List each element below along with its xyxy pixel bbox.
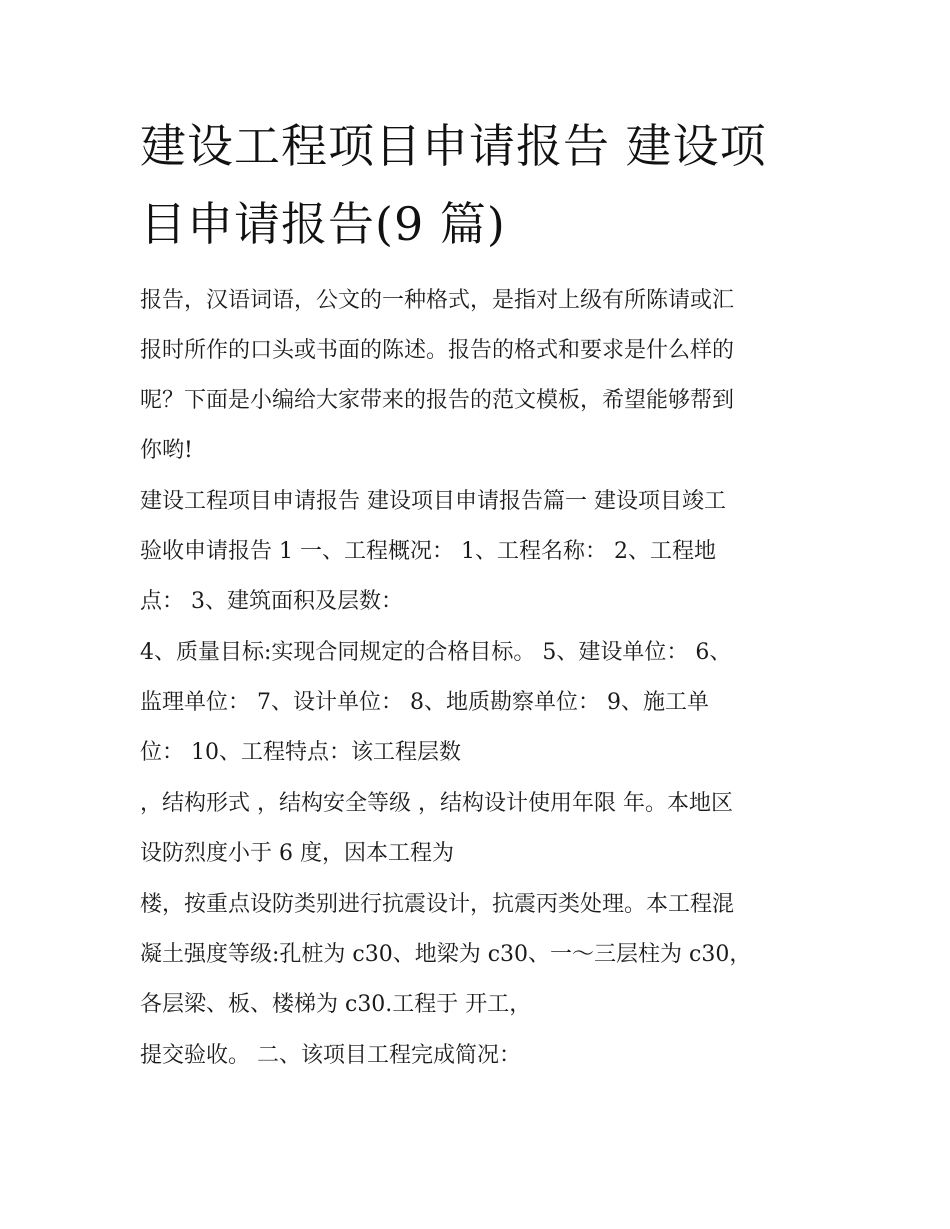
paragraph-line: 凝土强度等级:孔桩为 c30、地梁为 c30、一～三层柱为 c30，	[140, 942, 752, 967]
paragraph-line: 设防烈度小于 6 度，因本工程为	[140, 841, 454, 866]
paragraph-line: 呢？下面是小编给大家带来的报告的范文模板，希望能够帮到	[140, 388, 735, 413]
document-title-line-1: 建设工程项目申请报告 建设项	[140, 119, 767, 173]
paragraph-line: 你哟!	[140, 438, 193, 463]
document-title-line-2: 目申请报告(9 篇)	[140, 197, 506, 251]
paragraph-line: 点： 3、建筑面积及层数：	[140, 589, 403, 614]
paragraph-line: 建设工程项目申请报告 建设项目申请报告篇一 建设项目竣工	[140, 489, 726, 514]
paragraph-line: 报告，汉语词语，公文的一种格式，是指对上级有所陈请或汇	[140, 288, 735, 313]
paragraph-line: 报时所作的口头或书面的陈述。报告的格式和要求是什么样的	[140, 338, 735, 363]
paragraph-line: 验收申请报告 1 一、工程概况： 1、工程名称： 2、工程地	[140, 539, 716, 564]
paragraph-line: 楼，按重点设防类别进行抗震设计，抗震丙类处理。本工程混	[140, 892, 735, 917]
paragraph-line: 监理单位： 7、设计单位： 8、地质勘察单位： 9、施工单	[140, 690, 709, 715]
paragraph-line: 各层梁、板、楼梯为 c30.工程于 开工，	[140, 992, 532, 1017]
paragraph-line: 4、质量目标:实现合同规定的合格目标。 5、建设单位： 6、	[140, 640, 732, 665]
paragraph-line: 位： 10、工程特点：该工程层数	[140, 740, 461, 765]
paragraph-line: ，结构形式 ，结构安全等级 ，结构设计使用年限 年。本地区	[140, 791, 733, 816]
paragraph-line: 提交验收。 二、该项目工程完成简况：	[140, 1043, 521, 1068]
